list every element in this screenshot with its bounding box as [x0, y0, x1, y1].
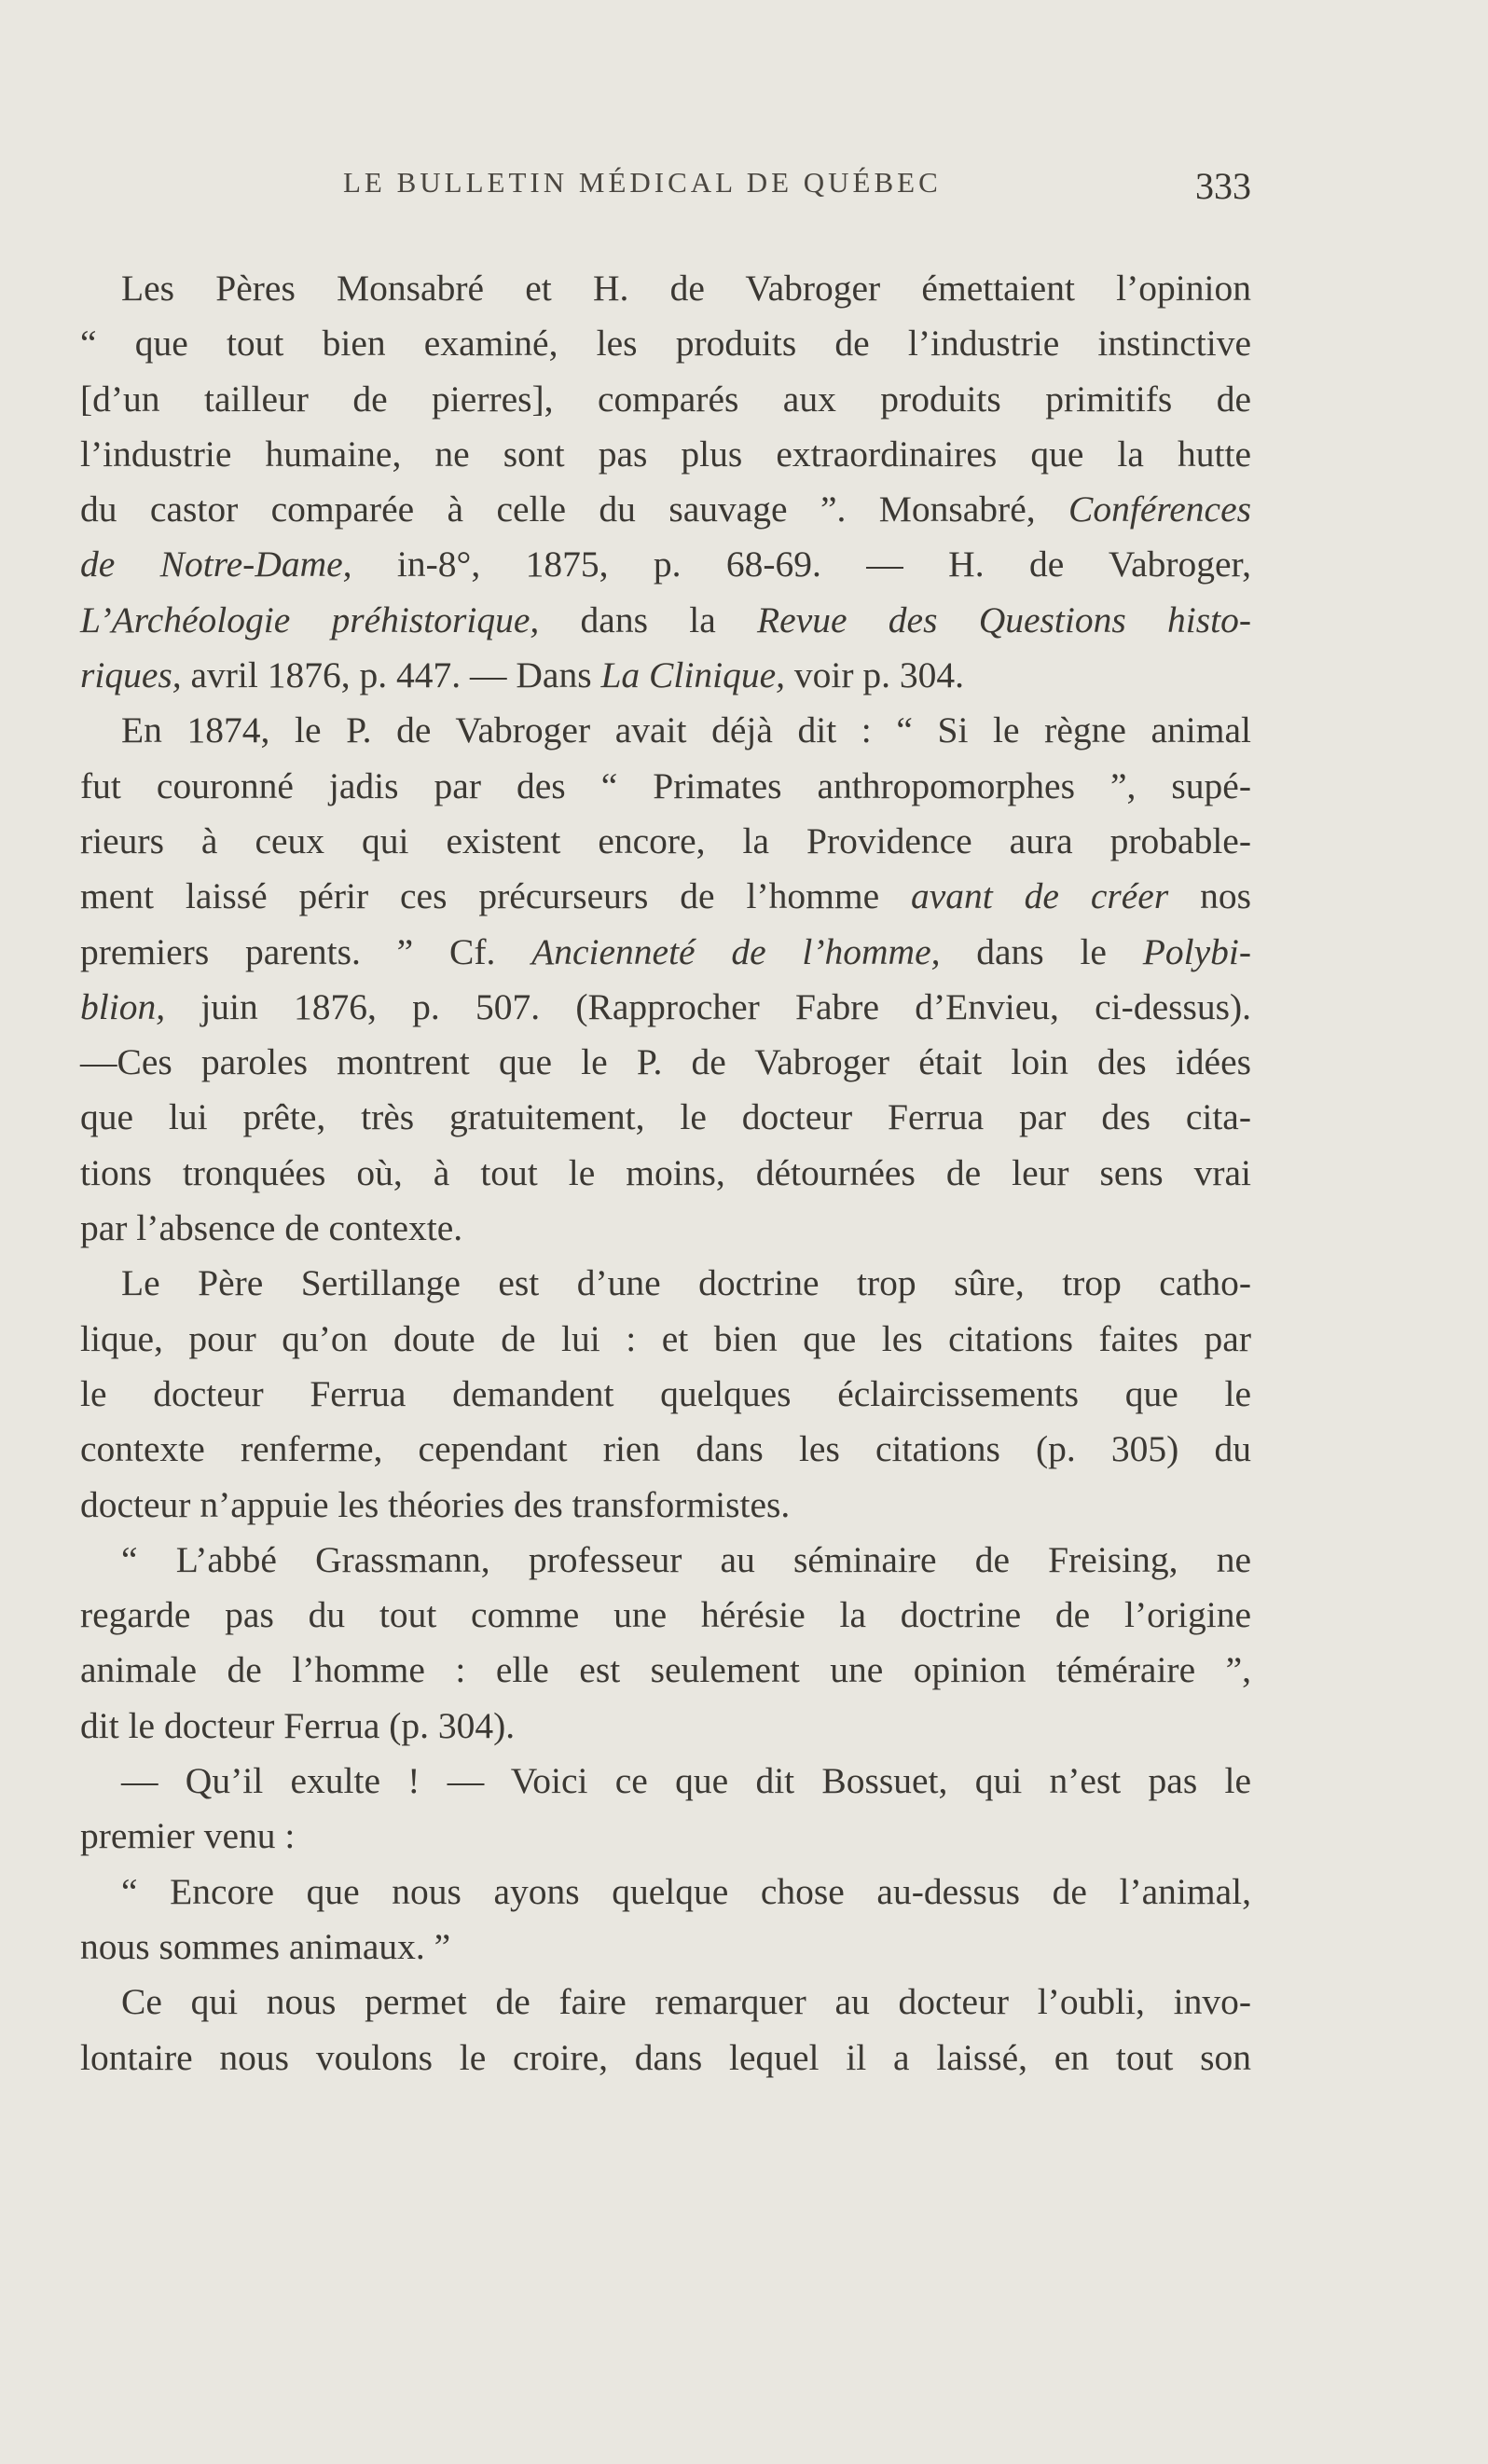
- text-run: premiers parents. ” Cf.: [80, 930, 532, 972]
- text-line: [80, 1090, 1251, 1145]
- text-run: —Ces paroles montrent que le P. de Vabroger était loin des idées: [80, 1041, 1251, 1083]
- italic-text: avant de créer: [911, 875, 1169, 917]
- text-line: [80, 759, 1251, 814]
- italic-text: Polybi-: [1142, 930, 1251, 972]
- text-line: [80, 814, 1251, 869]
- text-run: que lui prête, très gratuitement, le docteur Ferrua par des cita-: [80, 1096, 1251, 1138]
- text-run: premier venu :: [80, 1815, 296, 1857]
- text-run: dit le docteur Ferrua (p. 304).: [80, 1704, 516, 1746]
- text-line: [80, 869, 1251, 924]
- text-run: l’industrie humaine, ne sont pas plus extraordinaires que la hutte: [80, 433, 1251, 475]
- text-line: [80, 1478, 1251, 1533]
- text-run: contexte renferme, cependant rien dans les citations (p. 305) du: [80, 1428, 1251, 1470]
- running-title: LE BULLETIN MÉDICAL DE QUÉBEC: [343, 166, 942, 199]
- text-run: voir p. 304.: [784, 654, 964, 696]
- text-run: dans la: [539, 599, 758, 640]
- text-line: [80, 1201, 1251, 1256]
- text-line: [80, 1422, 1251, 1477]
- italic-text: Ancienneté de l’homme,: [531, 930, 941, 972]
- text-line: [80, 1809, 1251, 1864]
- paragraph: [80, 1533, 1251, 1754]
- text-line: [80, 925, 1251, 980]
- paragraph: [80, 1754, 1251, 1865]
- text-run: juin 1876, p. 507. (Rapprocher Fabre d’Envieu, ci-dessus).: [165, 985, 1251, 1027]
- italic-text: de Notre-Dame,: [80, 544, 352, 585]
- page-number: 333: [1195, 165, 1251, 207]
- text-run: — Qu’il exulte ! — Voici ce que dit Bossuet, qui n’est pas le: [121, 1760, 1251, 1802]
- text-line: [80, 1920, 1251, 1975]
- text-run: in-8°, 1875, p. 68-69. — H. de Vabroger,: [351, 544, 1251, 585]
- text-run: Ce qui nous permet de faire remarquer au docteur l’oubli, invo-: [121, 1981, 1251, 2023]
- text-line: [80, 1035, 1251, 1090]
- text-line: [80, 1256, 1251, 1311]
- text-line: [80, 537, 1251, 592]
- text-line: [80, 372, 1251, 427]
- text-run: En 1874, le P. de Vabroger avait déjà dit : “ Si le règne animal: [121, 709, 1251, 751]
- text-line: [80, 1588, 1251, 1643]
- italic-text: Conférences: [1068, 489, 1251, 530]
- text-line: [80, 261, 1251, 316]
- paragraph: [80, 1865, 1251, 1975]
- text-run: dans le: [940, 930, 1143, 972]
- paragraph: [80, 1975, 1251, 2085]
- text-line: [80, 2030, 1251, 2085]
- text-line: [80, 1643, 1251, 1698]
- text-line: [80, 703, 1251, 758]
- italic-text: L’Archéologie préhistorique,: [80, 599, 540, 640]
- text-line: [80, 1146, 1251, 1201]
- italic-text: riques,: [80, 654, 182, 696]
- text-run: le docteur Ferrua demandent quelques éclaircissements que le: [80, 1372, 1251, 1414]
- page-header: [80, 164, 1251, 220]
- text-line: [80, 1865, 1251, 1920]
- text-run: ment laissé périr ces précurseurs de l’homme: [80, 875, 912, 917]
- text-run: docteur n’appuie les théories des transformistes.: [80, 1483, 791, 1525]
- text-line: [80, 593, 1251, 648]
- text-run: “ Encore que nous ayons quelque chose au-dessus de l’animal,: [121, 1870, 1251, 1912]
- text-line: [80, 1754, 1251, 1809]
- text-run: nous sommes animaux. ”: [80, 1925, 451, 1967]
- italic-text: blion,: [80, 985, 166, 1027]
- paragraph: [80, 261, 1251, 703]
- italic-text: Revue des Questions histo-: [757, 599, 1251, 640]
- text-run: avril 1876, p. 447. — Dans: [181, 654, 601, 696]
- text-run: du castor comparée à celle du sauvage ”. Monsabré,: [80, 489, 1069, 530]
- text-run: fut couronné jadis par des “ Primates anthropomorphes ”, supé-: [80, 764, 1251, 806]
- body-text: [80, 261, 1251, 2085]
- text-line: [80, 427, 1251, 482]
- text-line: [80, 1975, 1251, 2030]
- text-line: [80, 316, 1251, 371]
- text-line: [80, 1699, 1251, 1754]
- text-run: lique, pour qu’on doute de lui : et bien que les citations faites par: [80, 1317, 1251, 1359]
- paragraph: [80, 1256, 1251, 1532]
- text-run: [d’un tailleur de pierres], comparés aux produits primitifs de: [80, 378, 1251, 420]
- text-run: tions tronquées où, à tout le moins, détournées de leur sens vrai: [80, 1151, 1251, 1193]
- italic-text: La Clinique,: [600, 654, 785, 696]
- text-line: [80, 1533, 1251, 1588]
- text-run: regarde pas du tout comme une hérésie la doctrine de l’origine: [80, 1594, 1251, 1636]
- text-line: [80, 1367, 1251, 1422]
- text-run: Le Père Sertillange est d’une doctrine trop sûre, trop catho-: [121, 1262, 1251, 1304]
- text-line: [80, 648, 1251, 703]
- text-run: rieurs à ceux qui existent encore, la Providence aura probable-: [80, 819, 1251, 861]
- text-run: “ que tout bien examiné, les produits de l’industrie instinctive: [80, 323, 1251, 365]
- text-run: Les Pères Monsabré et H. de Vabroger émettaient l’opinion: [121, 268, 1251, 309]
- text-run: par l’absence de contexte.: [80, 1207, 463, 1249]
- text-run: “ L’abbé Grassmann, professeur au séminaire de Freising, ne: [121, 1538, 1251, 1580]
- text-line: [80, 980, 1251, 1035]
- text-line: [80, 1312, 1251, 1367]
- paragraph: [80, 703, 1251, 1256]
- text-line: [80, 482, 1251, 537]
- text-run: animale de l’homme : elle est seulement une opinion téméraire ”,: [80, 1649, 1251, 1691]
- text-run: nos: [1168, 875, 1251, 917]
- text-run: lontaire nous voulons le croire, dans lequel il a laissé, en tout son: [80, 2036, 1251, 2078]
